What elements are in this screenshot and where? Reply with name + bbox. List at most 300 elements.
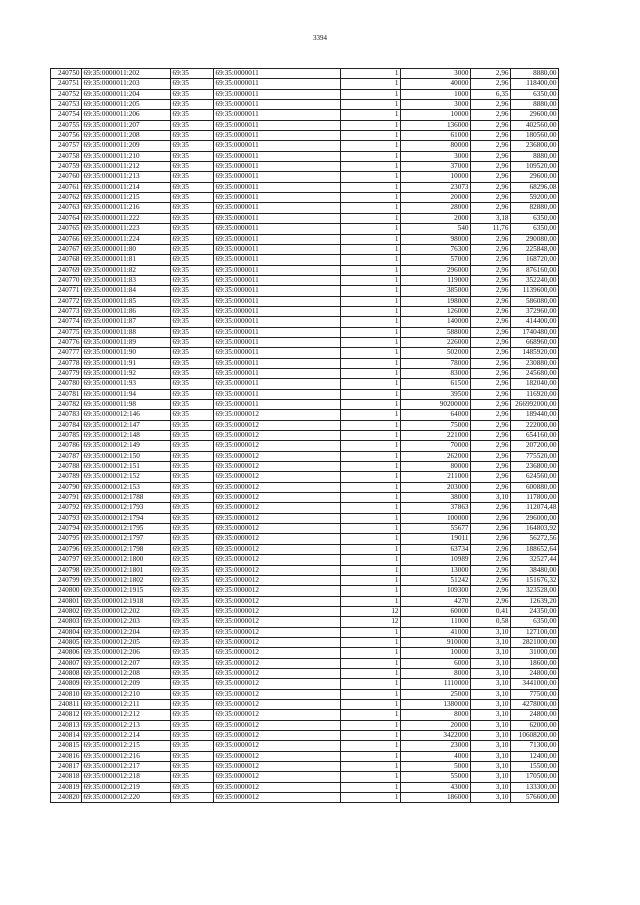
specific-value-cell: 3,10 (471, 668, 511, 678)
region-code-cell: 69:35 (171, 503, 214, 513)
cadastral-value-cell: 56272,56 (511, 534, 559, 544)
row-number-cell: 240820 (51, 793, 82, 803)
table-row (51, 462, 559, 472)
cadastral-number-cell: 69:35:0000012:207 (82, 658, 171, 668)
cadastral-number-cell: 69:35:0000012:219 (82, 782, 171, 792)
table-row (51, 182, 559, 192)
group-number-cell: 1 (341, 327, 401, 337)
specific-value-cell: 2,96 (471, 79, 511, 89)
group-number-cell: 1 (341, 172, 401, 182)
cadastral-quarter-cell: 69:35:0000011 (214, 69, 341, 79)
table-row (51, 110, 559, 120)
group-number-cell: 1 (341, 151, 401, 161)
area-cell: 19011 (401, 534, 471, 544)
group-number-cell: 1 (341, 648, 401, 658)
region-code-cell: 69:35 (171, 524, 214, 534)
cadastral-quarter-cell: 69:35:0000012 (214, 668, 341, 678)
area-cell: 75000 (401, 420, 471, 430)
row-number-cell: 240752 (51, 89, 82, 99)
row-number-cell: 240800 (51, 586, 82, 596)
group-number-cell: 1 (341, 389, 401, 399)
table-row (51, 141, 559, 151)
cadastral-number-cell: 69:35:0000012:212 (82, 710, 171, 720)
region-code-cell: 69:35 (171, 586, 214, 596)
table-row (51, 555, 559, 565)
row-number-cell: 240772 (51, 296, 82, 306)
cadastral-number-cell: 69:35:0000012:147 (82, 420, 171, 430)
table-row (51, 772, 559, 782)
area-cell: 540 (401, 224, 471, 234)
cadastral-number-cell: 69:35:0000011:86 (82, 306, 171, 316)
cadastral-quarter-cell: 69:35:0000012 (214, 648, 341, 658)
cadastral-quarter-cell: 69:35:0000011 (214, 172, 341, 182)
cadastral-number-cell: 69:35:0000011:80 (82, 244, 171, 254)
specific-value-cell: 2,96 (471, 296, 511, 306)
cadastral-number-cell: 69:35:0000011:87 (82, 317, 171, 327)
specific-value-cell: 3,10 (471, 699, 511, 709)
region-code-cell: 69:35 (171, 534, 214, 544)
cadastral-number-cell: 69:35:0000011:224 (82, 234, 171, 244)
area-cell: 6000 (401, 658, 471, 668)
row-number-cell: 240819 (51, 782, 82, 792)
specific-value-cell: 2,96 (471, 441, 511, 451)
cadastral-quarter-cell: 69:35:0000012 (214, 617, 341, 627)
specific-value-cell: 3,10 (471, 793, 511, 803)
area-cell: 41000 (401, 627, 471, 637)
cadastral-value-cell: 245680,00 (511, 368, 559, 378)
row-number-cell: 240793 (51, 513, 82, 523)
specific-value-cell: 0,41 (471, 606, 511, 616)
group-number-cell: 1 (341, 431, 401, 441)
specific-value-cell: 3,10 (471, 772, 511, 782)
specific-value-cell: 2,96 (471, 472, 511, 482)
group-number-cell: 1 (341, 348, 401, 358)
area-cell: 3000 (401, 151, 471, 161)
cadastral-value-cell: 24800,00 (511, 668, 559, 678)
area-cell: 38000 (401, 493, 471, 503)
cadastral-quarter-cell: 69:35:0000012 (214, 441, 341, 451)
region-code-cell: 69:35 (171, 100, 214, 110)
cadastral-value-cell: 1740480,00 (511, 327, 559, 337)
table-row (51, 368, 559, 378)
cadastral-quarter-cell: 69:35:0000011 (214, 193, 341, 203)
specific-value-cell: 2,96 (471, 203, 511, 213)
specific-value-cell: 2,96 (471, 524, 511, 534)
area-cell: 13000 (401, 565, 471, 575)
group-number-cell: 1 (341, 451, 401, 461)
region-code-cell: 69:35 (171, 337, 214, 347)
cadastral-value-cell: 3441000,00 (511, 679, 559, 689)
region-code-cell: 69:35 (171, 379, 214, 389)
table-row (51, 648, 559, 658)
region-code-cell: 69:35 (171, 286, 214, 296)
area-cell: 40000 (401, 79, 471, 89)
row-number-cell: 240771 (51, 286, 82, 296)
region-code-cell: 69:35 (171, 637, 214, 647)
cadastral-number-cell: 69:35:0000011:93 (82, 379, 171, 389)
cadastral-value-cell: 109520,00 (511, 162, 559, 172)
cadastral-value-cell: 189440,00 (511, 410, 559, 420)
region-code-cell: 69:35 (171, 400, 214, 410)
table-row (51, 79, 559, 89)
area-cell: 588000 (401, 327, 471, 337)
cadastral-value-cell: 236800,00 (511, 462, 559, 472)
group-number-cell: 1 (341, 472, 401, 482)
row-number-cell: 240801 (51, 596, 82, 606)
cadastral-number-cell: 69:35:0000012:150 (82, 451, 171, 461)
specific-value-cell: 2,96 (471, 596, 511, 606)
area-cell: 25000 (401, 689, 471, 699)
row-number-cell: 240802 (51, 606, 82, 616)
row-number-cell: 240806 (51, 648, 82, 658)
cadastral-number-cell: 69:35:0000011:213 (82, 172, 171, 182)
cadastral-number-cell: 69:35:0000011:209 (82, 141, 171, 151)
region-code-cell: 69:35 (171, 410, 214, 420)
row-number-cell: 240792 (51, 503, 82, 513)
cadastral-number-cell: 69:35:0000011:207 (82, 120, 171, 130)
region-code-cell: 69:35 (171, 234, 214, 244)
region-code-cell: 69:35 (171, 420, 214, 430)
cadastral-number-cell: 69:35:0000011:215 (82, 193, 171, 203)
area-cell: 39500 (401, 389, 471, 399)
group-number-cell: 1 (341, 741, 401, 751)
cadastral-number-cell: 69:35:0000012:1788 (82, 493, 171, 503)
table-row (51, 317, 559, 327)
group-number-cell: 1 (341, 337, 401, 347)
cadastral-value-cell: 29600,00 (511, 110, 559, 120)
cadastral-quarter-cell: 69:35:0000012 (214, 637, 341, 647)
group-number-cell: 1 (341, 555, 401, 565)
specific-value-cell: 2,96 (471, 348, 511, 358)
group-number-cell: 1 (341, 162, 401, 172)
specific-value-cell: 2,96 (471, 544, 511, 554)
cadastral-value-cell: 207200,00 (511, 441, 559, 451)
group-number-cell: 1 (341, 637, 401, 647)
specific-value-cell: 2,96 (471, 513, 511, 523)
table-row (51, 69, 559, 79)
specific-value-cell: 2,96 (471, 379, 511, 389)
cadastral-value-cell: 372960,00 (511, 306, 559, 316)
cadastral-number-cell: 69:35:0000011:202 (82, 69, 171, 79)
cadastral-quarter-cell: 69:35:0000012 (214, 658, 341, 668)
table-row (51, 244, 559, 254)
row-number-cell: 240795 (51, 534, 82, 544)
specific-value-cell: 2,96 (471, 327, 511, 337)
cadastral-number-cell: 69:35:0000011:223 (82, 224, 171, 234)
row-number-cell: 240753 (51, 100, 82, 110)
specific-value-cell: 2,96 (471, 482, 511, 492)
specific-value-cell: 2,96 (471, 451, 511, 461)
row-number-cell: 240767 (51, 244, 82, 254)
cadastral-quarter-cell: 69:35:0000011 (214, 79, 341, 89)
specific-value-cell: 2,96 (471, 534, 511, 544)
cadastral-number-cell: 69:35:0000011:85 (82, 296, 171, 306)
group-number-cell: 1 (341, 679, 401, 689)
row-number-cell: 240818 (51, 772, 82, 782)
area-cell: 3422000 (401, 731, 471, 741)
specific-value-cell: 2,96 (471, 317, 511, 327)
cadastral-quarter-cell: 69:35:0000012 (214, 431, 341, 441)
cadastral-quarter-cell: 69:35:0000012 (214, 720, 341, 730)
cadastral-value-cell: 222000,00 (511, 420, 559, 430)
cadastral-value-cell: 4278000,00 (511, 699, 559, 709)
cadastral-value-cell: 586080,00 (511, 296, 559, 306)
area-cell: 910000 (401, 637, 471, 647)
cadastral-value-cell: 296000,00 (511, 513, 559, 523)
row-number-cell: 240770 (51, 275, 82, 285)
table-row (51, 400, 559, 410)
table-row (51, 306, 559, 316)
row-number-cell: 240796 (51, 544, 82, 554)
group-number-cell: 1 (341, 751, 401, 761)
group-number-cell: 1 (341, 720, 401, 730)
area-cell: 262000 (401, 451, 471, 461)
region-code-cell: 69:35 (171, 389, 214, 399)
cadastral-value-cell: 352240,00 (511, 275, 559, 285)
region-code-cell: 69:35 (171, 265, 214, 275)
row-number-cell: 240774 (51, 317, 82, 327)
region-code-cell: 69:35 (171, 596, 214, 606)
table-row (51, 586, 559, 596)
group-number-cell: 1 (341, 441, 401, 451)
cadastral-value-cell: 59200,00 (511, 193, 559, 203)
specific-value-cell: 2,96 (471, 193, 511, 203)
area-cell: 11000 (401, 617, 471, 627)
region-code-cell: 69:35 (171, 131, 214, 141)
cadastral-value-cell: 8880,00 (511, 69, 559, 79)
region-code-cell: 69:35 (171, 255, 214, 265)
cadastral-quarter-cell: 69:35:0000012 (214, 482, 341, 492)
cadastral-number-cell: 69:35:0000012:216 (82, 751, 171, 761)
group-number-cell: 1 (341, 534, 401, 544)
cadastral-value-cell: 133300,00 (511, 782, 559, 792)
specific-value-cell: 3,10 (471, 782, 511, 792)
group-number-cell: 1 (341, 306, 401, 316)
specific-value-cell: 2,96 (471, 234, 511, 244)
area-cell: 136000 (401, 120, 471, 130)
area-cell: 1000 (401, 89, 471, 99)
region-code-cell: 69:35 (171, 358, 214, 368)
cadastral-value-cell: 82880,00 (511, 203, 559, 213)
cadastral-quarter-cell: 69:35:0000011 (214, 162, 341, 172)
table-row (51, 679, 559, 689)
specific-value-cell: 2,96 (471, 503, 511, 513)
group-number-cell: 1 (341, 462, 401, 472)
group-number-cell: 1 (341, 368, 401, 378)
cadastral-quarter-cell: 69:35:0000011 (214, 327, 341, 337)
cadastral-number-cell: 69:35:0000012:215 (82, 741, 171, 751)
table-row (51, 451, 559, 461)
cadastral-number-cell: 69:35:0000011:94 (82, 389, 171, 399)
cadastral-number-cell: 69:35:0000012:149 (82, 441, 171, 451)
group-number-cell: 1 (341, 358, 401, 368)
cadastral-number-cell: 69:35:0000012:204 (82, 627, 171, 637)
cadastral-value-cell: 38480,00 (511, 565, 559, 575)
table-row (51, 762, 559, 772)
cadastral-quarter-cell: 69:35:0000011 (214, 265, 341, 275)
cadastral-quarter-cell: 69:35:0000011 (214, 100, 341, 110)
cadastral-value-cell: 8880,00 (511, 100, 559, 110)
table-row (51, 275, 559, 285)
row-number-cell: 240768 (51, 255, 82, 265)
region-code-cell: 69:35 (171, 348, 214, 358)
row-number-cell: 240790 (51, 482, 82, 492)
cadastral-quarter-cell: 69:35:0000011 (214, 358, 341, 368)
region-code-cell: 69:35 (171, 617, 214, 627)
cadastral-value-cell: 168720,00 (511, 255, 559, 265)
specific-value-cell: 2,96 (471, 151, 511, 161)
region-code-cell: 69:35 (171, 172, 214, 182)
area-cell: 80000 (401, 141, 471, 151)
row-number-cell: 240754 (51, 110, 82, 120)
specific-value-cell: 2,96 (471, 431, 511, 441)
cadastral-quarter-cell: 69:35:0000012 (214, 555, 341, 565)
row-number-cell: 240781 (51, 389, 82, 399)
table-row (51, 255, 559, 265)
cadastral-number-cell: 69:35:0000012:1794 (82, 513, 171, 523)
cadastral-quarter-cell: 69:35:0000011 (214, 203, 341, 213)
cadastral-quarter-cell: 69:35:0000011 (214, 234, 341, 244)
row-number-cell: 240769 (51, 265, 82, 275)
group-number-cell: 1 (341, 275, 401, 285)
group-number-cell: 1 (341, 503, 401, 513)
specific-value-cell: 2,96 (471, 420, 511, 430)
cadastral-number-cell: 69:35:0000011:203 (82, 79, 171, 89)
area-cell: 90200000 (401, 400, 471, 410)
table-row (51, 379, 559, 389)
group-number-cell: 12 (341, 617, 401, 627)
cadastral-value-cell: 8880,00 (511, 151, 559, 161)
area-cell: 70000 (401, 441, 471, 451)
region-code-cell: 69:35 (171, 120, 214, 130)
area-cell: 5000 (401, 762, 471, 772)
cadastral-quarter-cell: 69:35:0000011 (214, 255, 341, 265)
table-row (51, 544, 559, 554)
cadastral-quarter-cell: 69:35:0000012 (214, 513, 341, 523)
table-row (51, 689, 559, 699)
specific-value-cell: 3,10 (471, 731, 511, 741)
table-row (51, 431, 559, 441)
cadastral-value-cell: 2821000,00 (511, 637, 559, 647)
table-row (51, 224, 559, 234)
group-number-cell: 1 (341, 255, 401, 265)
cadastral-quarter-cell: 69:35:0000011 (214, 286, 341, 296)
area-cell: 83000 (401, 368, 471, 378)
cadastral-quarter-cell: 69:35:0000011 (214, 306, 341, 316)
specific-value-cell: 2,96 (471, 100, 511, 110)
cadastral-quarter-cell: 69:35:0000012 (214, 493, 341, 503)
area-cell: 203000 (401, 482, 471, 492)
area-cell: 2000 (401, 213, 471, 223)
region-code-cell: 69:35 (171, 110, 214, 120)
table-row (51, 524, 559, 534)
row-number-cell: 240751 (51, 79, 82, 89)
cadastral-value-cell: 624560,00 (511, 472, 559, 482)
row-number-cell: 240787 (51, 451, 82, 461)
region-code-cell: 69:35 (171, 472, 214, 482)
row-number-cell: 240788 (51, 462, 82, 472)
row-number-cell: 240789 (51, 472, 82, 482)
area-cell: 100000 (401, 513, 471, 523)
region-code-cell: 69:35 (171, 627, 214, 637)
cadastral-number-cell: 69:35:0000012:1915 (82, 586, 171, 596)
cadastral-quarter-cell: 69:35:0000011 (214, 348, 341, 358)
specific-value-cell: 2,96 (471, 555, 511, 565)
table-row (51, 358, 559, 368)
area-cell: 385000 (401, 286, 471, 296)
region-code-cell: 69:35 (171, 275, 214, 285)
table-row (51, 286, 559, 296)
cadastral-value-cell: 117800,00 (511, 493, 559, 503)
group-number-cell: 1 (341, 224, 401, 234)
group-number-cell: 1 (341, 286, 401, 296)
region-code-cell: 69:35 (171, 69, 214, 79)
table-row (51, 565, 559, 575)
region-code-cell: 69:35 (171, 431, 214, 441)
cadastral-quarter-cell: 69:35:0000011 (214, 244, 341, 254)
table-row (51, 100, 559, 110)
cadastral-number-cell: 69:35:0000012:1793 (82, 503, 171, 513)
region-code-cell: 69:35 (171, 793, 214, 803)
cadastral-quarter-cell: 69:35:0000012 (214, 741, 341, 751)
area-cell: 43000 (401, 782, 471, 792)
row-number-cell: 240764 (51, 213, 82, 223)
cadastral-number-cell: 69:35:0000012:202 (82, 606, 171, 616)
table-row (51, 699, 559, 709)
cadastral-number-cell: 69:35:0000012:203 (82, 617, 171, 627)
specific-value-cell: 3,10 (471, 689, 511, 699)
specific-value-cell: 2,96 (471, 306, 511, 316)
group-number-cell: 12 (341, 606, 401, 616)
row-number-cell: 240782 (51, 400, 82, 410)
cadastral-number-cell: 69:35:0000012:146 (82, 410, 171, 420)
cadastral-quarter-cell: 69:35:0000011 (214, 131, 341, 141)
cadastral-number-cell: 69:35:0000011:90 (82, 348, 171, 358)
area-cell: 37000 (401, 162, 471, 172)
cadastral-quarter-cell: 69:35:0000012 (214, 596, 341, 606)
region-code-cell: 69:35 (171, 327, 214, 337)
area-cell: 37863 (401, 503, 471, 513)
specific-value-cell: 3,10 (471, 751, 511, 761)
region-code-cell: 69:35 (171, 513, 214, 523)
region-code-cell: 69:35 (171, 648, 214, 658)
table-row (51, 348, 559, 358)
specific-value-cell: 2,96 (471, 275, 511, 285)
cadastral-value-cell: 29600,00 (511, 172, 559, 182)
cadastral-value-cell: 112074,48 (511, 503, 559, 513)
row-number-cell: 240807 (51, 658, 82, 668)
region-code-cell: 69:35 (171, 565, 214, 575)
row-number-cell: 240765 (51, 224, 82, 234)
area-cell: 296000 (401, 265, 471, 275)
group-number-cell: 1 (341, 575, 401, 585)
area-cell: 1380000 (401, 699, 471, 709)
cadastral-value-cell: 266992000,00 (511, 400, 559, 410)
cadastral-quarter-cell: 69:35:0000012 (214, 420, 341, 430)
cadastral-number-cell: 69:35:0000012:205 (82, 637, 171, 647)
cadastral-number-cell: 69:35:0000012:209 (82, 679, 171, 689)
cadastral-quarter-cell: 69:35:0000011 (214, 275, 341, 285)
region-code-cell: 69:35 (171, 606, 214, 616)
region-code-cell: 69:35 (171, 317, 214, 327)
group-number-cell: 1 (341, 762, 401, 772)
area-cell: 4000 (401, 751, 471, 761)
region-code-cell: 69:35 (171, 141, 214, 151)
table-row (51, 472, 559, 482)
table-row (51, 503, 559, 513)
cadastral-quarter-cell: 69:35:0000012 (214, 710, 341, 720)
area-cell: 198000 (401, 296, 471, 306)
